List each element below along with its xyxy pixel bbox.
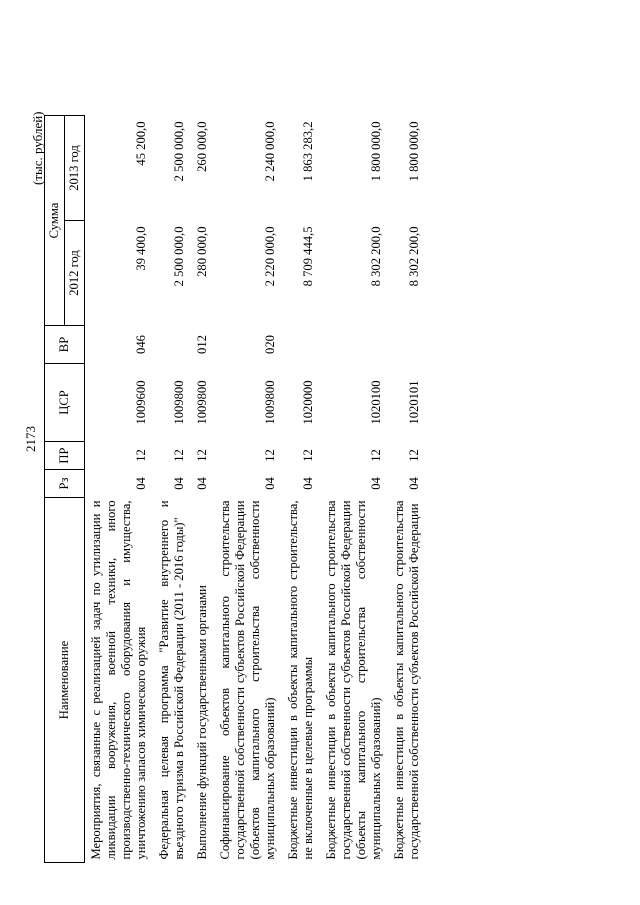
row-2012: 8 302 200,0 <box>369 226 383 287</box>
header-year-2013: 2013 год <box>65 116 85 221</box>
row-csr: 1009800 <box>172 380 186 425</box>
row-name: Бюджетные инвестиции в объекты капитального строительства государственной собственности субъектов Российской Федерации (объекты капитального строительства собственности муниципальных образований) <box>324 500 383 860</box>
table-row <box>85 116 154 863</box>
table-row <box>214 116 282 863</box>
row-2012: 8 709 444,5 <box>301 226 315 287</box>
row-vr <box>388 326 426 364</box>
row-pr: 12 <box>134 449 148 462</box>
row-vr <box>282 326 320 364</box>
row-rz: 04 <box>407 477 421 490</box>
row-2013: 260 000,0 <box>195 121 209 172</box>
row-rz: 04 <box>301 477 315 490</box>
row-csr: 1020100 <box>369 380 383 425</box>
row-name: Бюджетные инвестиции в объекты капитального строительства государственной собственности субъектов Российской Федерации <box>392 500 421 860</box>
row-csr: 1009600 <box>134 380 148 425</box>
units-label: (тыс. рублей) <box>30 111 45 185</box>
table-row <box>282 116 320 863</box>
row-rz: 04 <box>134 477 148 490</box>
row-2012: 39 400,0 <box>134 226 148 271</box>
row-csr: 1020000 <box>301 380 315 425</box>
table-body <box>85 116 427 863</box>
row-csr: 1020101 <box>407 380 421 425</box>
row-rz: 04 <box>195 477 209 490</box>
header-vr: ВР <box>45 326 85 364</box>
table-row <box>191 116 214 863</box>
header-rz: Рз <box>45 470 85 498</box>
table-row <box>320 116 388 863</box>
row-rz: 04 <box>172 477 186 490</box>
row-2012: 8 302 200,0 <box>407 226 421 287</box>
header-csr: ЦСР <box>45 364 85 442</box>
header-pr: ПР <box>45 442 85 470</box>
row-rz: 04 <box>369 477 383 490</box>
table-row <box>153 116 191 863</box>
row-pr: 12 <box>195 449 209 462</box>
row-2013: 1 800 000,0 <box>407 121 421 182</box>
row-2013: 1 800 000,0 <box>369 121 383 182</box>
row-pr: 12 <box>407 449 421 462</box>
row-vr: 012 <box>195 335 209 354</box>
row-2012: 2 220 000,0 <box>263 226 277 287</box>
row-2013: 1 863 283,2 <box>301 121 315 182</box>
row-2012: 280 000,0 <box>195 226 209 277</box>
header-name: Наименование <box>45 498 85 863</box>
row-pr: 12 <box>172 449 186 462</box>
row-name: Выполнение функций государственными органами <box>195 585 209 860</box>
header-year-2012: 2012 год <box>65 221 85 326</box>
header-sum: Сумма <box>45 116 65 326</box>
row-pr: 12 <box>369 449 383 462</box>
row-pr: 12 <box>263 449 277 462</box>
row-rz: 04 <box>263 477 277 490</box>
row-vr: 020 <box>263 335 277 354</box>
row-name: Мероприятия, связанные с реализацией задач по утилизации и ликвидации вооружения, военной техники, иного производственно-технического оборудования и имущества, уничтожению запасов химического оружия <box>89 500 148 860</box>
page-number: 2173 <box>23 426 38 452</box>
row-csr: 1009800 <box>263 380 277 425</box>
row-vr <box>153 326 191 364</box>
budget-table <box>44 115 426 863</box>
row-2013: 2 500 000,0 <box>172 121 186 182</box>
row-vr <box>320 326 388 364</box>
row-2013: 45 200,0 <box>134 121 148 166</box>
row-vr: 046 <box>134 335 148 354</box>
row-name: Бюджетные инвестиции в объекты капитального строительства, не включенные в целевые программы <box>286 500 315 860</box>
row-name: Софинансирование объектов капитального строительства государственной собственности субъектов Российской Федерации (объектов капитального строительства собственности муниципальных образований) <box>218 500 277 860</box>
row-2012: 2 500 000,0 <box>172 226 186 287</box>
row-2013: 2 240 000,0 <box>263 121 277 182</box>
row-name: Федеральная целевая программа "Развитие внутреннего и въездного туризма в Российской Федерации (2011 - 2016 годы)" <box>157 500 186 860</box>
row-csr: 1009800 <box>195 380 209 425</box>
row-pr: 12 <box>301 449 315 462</box>
table-row <box>388 116 426 863</box>
